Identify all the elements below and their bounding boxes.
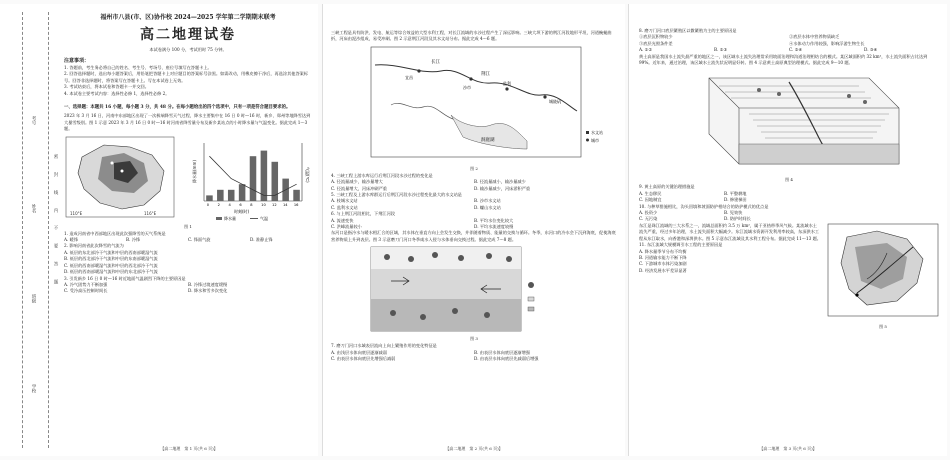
binding-line — [48, 12, 49, 448]
label-jianli: 监利 — [503, 80, 511, 86]
binding-margin — [0, 4, 60, 456]
precip-bar — [206, 195, 213, 201]
option[interactable]: C. 洪峰流量较小 — [331, 224, 362, 230]
figure-4 — [639, 68, 939, 176]
option[interactable]: C. 锋面气旋 — [188, 237, 211, 243]
x-tick-label: 10 — [261, 202, 266, 207]
exam-page-3 — [628, 4, 947, 456]
dongjiang-basin-map — [827, 223, 939, 319]
precip-bar — [261, 150, 268, 200]
binding-warning: 密 封 线 内 不 要 答 题 — [53, 154, 58, 291]
option[interactable]: B. 冷锋 — [126, 237, 141, 243]
label-shashi: 沙市 — [463, 84, 471, 90]
svg-text:110°E: 110°E — [70, 210, 83, 216]
question-stem: 10. 与种草措施相比，沟头回填和坡面防护相结合的防护模式的优点是 — [639, 203, 769, 209]
label-dongting: 洞庭湖 — [481, 137, 495, 143]
option[interactable]: B. 平整耕地 — [724, 190, 747, 196]
option[interactable]: D. 低层的西南部暖湿气流和中层的东北部冷干气流 — [64, 269, 158, 275]
option[interactable]: C. 受冷高压控制时间长 — [64, 288, 108, 294]
figure-5-caption: 图 5 — [879, 323, 887, 329]
question-stem: 3. 引发新乡 16 日 0 时—16 时近地面气温剧烈下降的主要原因是 — [64, 275, 186, 281]
jingjiang-river-map — [331, 45, 617, 165]
option[interactable]: D. 防护时间长 — [724, 216, 751, 222]
henan-snowfall-map — [66, 137, 174, 217]
statement: ②底层水体中营养物质缺乏 — [789, 34, 840, 40]
option[interactable]: B. 河道输水能力不断下降 — [639, 254, 687, 260]
legend-precip: 降水量 — [224, 215, 236, 221]
legend-temp: 气温 — [260, 215, 268, 221]
notice-item: 3. 考试结束后，将本试卷和答题卡一并交回。 — [64, 84, 149, 90]
question-stem: 7. 磨刀门河口水域表层流向上向上繁殖作用的变化特征是 — [331, 343, 437, 349]
option[interactable]: A. 投资少 — [639, 210, 658, 216]
option[interactable]: C. 监利水文站 — [331, 204, 358, 210]
option[interactable]: C. 径流量增大，河床冲刷严重 — [331, 185, 387, 191]
option[interactable]: D. 修建梯田 — [724, 197, 747, 203]
question-options — [64, 282, 312, 295]
option[interactable]: C. 由表层水体向底层先增强后减弱 — [331, 356, 396, 362]
school-header: 福州市八县(市、区)协作校 2024—2025 学年第二学期期末联考 — [100, 14, 276, 21]
option[interactable]: B. 见效快 — [724, 210, 743, 216]
option[interactable]: D. 输沙量减少，河床淤积严重 — [474, 185, 531, 191]
notice-item: 1. 答题前，考生务必将自己的姓名、考生号、考场号、座位号填写在答题卡上。 — [64, 65, 212, 70]
notice-item: 2. 回答选择题时，选出每小题答案后，用铅笔把答题卡上对应题目的答案标号涂黑。如需改动，用橡皮擦干净后，再选涂其他答案标号。回答非选择题时，将答案写在答题卡上。写在本试卷上无效。 — [64, 71, 309, 83]
section-title: 一、选择题：本题共 16 小题，每小题 3 分，共 48 分。在每小题给出的四个选项中，只有一项是符合题目要求的。 — [64, 105, 291, 111]
option[interactable]: B. 沙市水文站 — [474, 198, 501, 204]
question-intro: 2023 年 3 月 16 日，河南中东部地区出现了一次极端降雪天气过程，降水主要集中在 16 日 0 时—16 时，新乡、郑州等地降雪达到大暴雪级别。图 1 示意 2023 年 3 月 16 日 0 时—16 时河南省降雪量分布及新乡某站点的小时降水量与气温变化。据此完成 1～3 题。 — [64, 113, 311, 132]
question-stem: 4. 三峡工程上游水库运行后荆江河段水沙过程的变化是 — [331, 172, 433, 178]
precip-bar — [228, 189, 235, 200]
option[interactable]: A. ①② — [639, 47, 653, 53]
option[interactable]: A. 暖锋 — [64, 237, 79, 243]
precip-bar — [293, 189, 300, 200]
precip-bar — [239, 184, 246, 201]
label-yichang: 宜昌 — [405, 74, 413, 80]
label-jingjiang: 荆江 — [481, 71, 490, 77]
question-stem: 5. 三峡工程及上游水库群运行后荆江河段水沙过程变化最大的水文站是 — [331, 192, 462, 198]
figure-4-caption: 图 4 — [785, 177, 793, 183]
option[interactable]: C. ②④ — [789, 47, 803, 53]
option[interactable]: D. 螺山水文站 — [474, 204, 501, 210]
question-options — [331, 179, 617, 192]
question-stem: 2. 影响河南省此次降雪的气流为 — [64, 243, 124, 249]
label-yangtze: 长江 — [431, 59, 440, 65]
figure-2 — [331, 45, 617, 165]
question-options — [331, 198, 617, 211]
question-stem: 6. 与上荆江河段相比，下荆江河段 — [331, 211, 395, 217]
option[interactable]: B. 平均水位变化较大 — [474, 217, 514, 223]
option[interactable]: D. 降水和雪多次变化 — [188, 288, 228, 294]
question-options — [639, 47, 939, 53]
option[interactable]: C. 低层的西南部暖湿气流和中层的西北部冷干气流 — [64, 262, 158, 268]
option[interactable]: C. 下游城市水体污染加剧 — [639, 261, 687, 267]
x-tick-label: 2 — [217, 202, 220, 207]
option[interactable]: B. ①③ — [714, 47, 728, 53]
field-class: 班级 — [31, 294, 36, 303]
question-intro: 黄土高原是我国水土流失最严重的地区之一，该区域水土流失治理常采用坡面治理和沟道治理相结合的模式。某区域面积约 32 km²，水土流失面积占比达到 99%。近年来，通过治理，该区域水土流失状况明显好转。图 4 示意黄土高原典型治理模式。据此完成 9～10 题。 — [639, 53, 928, 66]
figure-3-caption: 图 3 — [470, 336, 478, 342]
question-options — [331, 218, 617, 231]
precip-temp-chart — [191, 143, 311, 221]
x-tick-label: 16 — [293, 202, 299, 207]
chart-ylabel-left: 降水量(mm) — [192, 159, 197, 183]
estuary-section-diagram — [331, 245, 617, 335]
option[interactable]: A. 降水量季节分布不均衡 — [639, 248, 687, 254]
option[interactable]: B. 低层的西北部冷干气流和中层的东南部暖湿气流 — [64, 256, 158, 262]
option[interactable]: A. 径流量减少，输沙量增大 — [331, 179, 383, 185]
statement-list — [639, 34, 939, 47]
page-footer: 【高二地理 第 2 页(共 6 页)】 — [445, 446, 503, 451]
figure-1-caption: 图 1 — [184, 223, 192, 229]
question-stem: 9. 黄土高原的关键治理措施是 — [639, 184, 695, 190]
chart-xlabel: 时刻(时) — [234, 208, 250, 214]
statement: ③底层光照条件差 — [639, 40, 673, 46]
precip-bar — [217, 189, 224, 200]
option[interactable]: B. 径流量减小，输沙量减少 — [474, 179, 526, 185]
page-footer: 【高二地理 第 3 页(共 6 页)】 — [759, 446, 817, 451]
question-options — [639, 191, 809, 204]
option[interactable]: B. 冷锋过境速度缓慢 — [188, 281, 228, 287]
option[interactable]: D. 由表层水体向底层先减弱后增强 — [474, 356, 539, 362]
option[interactable]: A. 枝城水文站 — [331, 198, 358, 204]
field-name: 姓名 — [31, 204, 36, 213]
question-intro: 三峡工程是具有防洪、发电、航运等综合效益的大型水利工程，对长江流域的水沙过程产生了深远影响。三峡大坝下游的荆江河段地形平坦，河道蜿蜒曲折，河床由泥沙组成，易受冲刷。图 2 示意荆江河段及其水文站分布。据此完成 4～6 题。 — [331, 30, 612, 42]
field-school: 学校 — [31, 384, 36, 393]
x-tick-label: 14 — [282, 202, 288, 207]
x-tick-label: 0 — [206, 202, 210, 207]
option[interactable]: A. 冷气团势力不断加强 — [64, 281, 108, 287]
option[interactable]: A. 由浅层水体向底层逐渐减弱 — [331, 349, 387, 355]
option[interactable]: C. 无污染 — [639, 216, 658, 222]
x-tick-label: 4 — [228, 202, 231, 207]
label-chenglingji: 城陵矶 — [549, 98, 561, 104]
field-exam-no: 考号 — [31, 116, 36, 125]
option[interactable]: C. 因地制宜 — [639, 197, 662, 203]
svg-text:116°E: 116°E — [144, 210, 157, 216]
question-stem: 8. 磨刀门河口底层繁殖区以微繁殖为主的主要原因是 — [639, 28, 737, 33]
figure-5 — [827, 223, 939, 331]
option[interactable]: A. 低层的东北部冷干气流和中层的西南部暖湿气流 — [64, 249, 158, 255]
precip-bar — [250, 156, 257, 201]
question-stem: 11. 东江流域大规模调引水工程的主要原因是 — [639, 242, 723, 248]
binding-line — [22, 12, 23, 448]
option[interactable]: A. 生态移民 — [639, 190, 662, 196]
exam-page-2 — [322, 4, 625, 456]
option[interactable]: D. 经济发展水平差异显著 — [639, 267, 687, 273]
question-options — [639, 210, 809, 223]
legend-city: 城市 — [591, 137, 599, 143]
statement: ④水体动力作用较强，影响浮游生物生长 — [789, 40, 865, 46]
figure-3 — [331, 245, 617, 335]
question-intro: 东江是珠江流域的三大水系之一，流域总面积约 3.5 万 km²，属于亚热带季风气候。某流域水土流失严重，经过多年治理，水土流失面积大幅减少。东江流域水资源开发利用率较高，东深供水工程从东江取水，向香港和深圳供水。图 5 示意东江流域及其水利工程分布。据此完成 11～13 题。 — [639, 222, 821, 241]
notice-title: 注意事项： — [64, 58, 90, 64]
statement: ①底层沉积物较少 — [639, 34, 673, 40]
option[interactable]: D. 平均水流速度较慢 — [474, 224, 514, 230]
figure-1 — [64, 135, 312, 223]
question-stem: 1. 造成河南省中西部地区出现此次强降雪的天气系统是 — [64, 230, 166, 236]
chart-ylabel-right: 气温(℃) — [305, 166, 310, 183]
x-tick-label: 6 — [239, 202, 242, 207]
option[interactable]: D. ③④ — [864, 47, 878, 53]
question-intro: 东河口是指冷水与暖水相汇合的区域，其水体在垂直方向上会发生交换，并伴随着物质、能量的交换与循环。冬季，东河口的冷水会下沉到海底，促使海底营养物质上升到表层。图 3 示意磨刀门河口冬季咸水入侵与水体垂向交换过程。据此完成 7～8 题。 — [331, 230, 616, 242]
option[interactable]: D. 准静止锋 — [250, 237, 273, 243]
page-footer: 【高二地理 第 1 页(共 6 页)】 — [160, 446, 218, 451]
x-tick-label: 8 — [250, 202, 253, 207]
exam-page-1 — [0, 4, 318, 456]
legend-station: 水文站 — [591, 129, 603, 135]
option[interactable]: B. 由表层水体向底层逐渐增强 — [474, 349, 530, 355]
figure-1-graphic — [64, 135, 312, 223]
x-tick-label: 12 — [272, 202, 277, 207]
exam-title: 高二地理试卷 — [140, 27, 236, 43]
notice-item: 4. 本试卷主要考试内容：选择性必修 1，选择性必修 2。 — [64, 90, 170, 96]
loess-plateau-block-diagram — [639, 68, 939, 176]
question-options — [331, 350, 617, 363]
option[interactable]: A. 流速变快 — [331, 217, 354, 223]
figure-2-caption: 图 2 — [470, 165, 478, 171]
exam-info: 本试卷满分 100 分，考试用时 75 分钟。 — [149, 47, 227, 52]
